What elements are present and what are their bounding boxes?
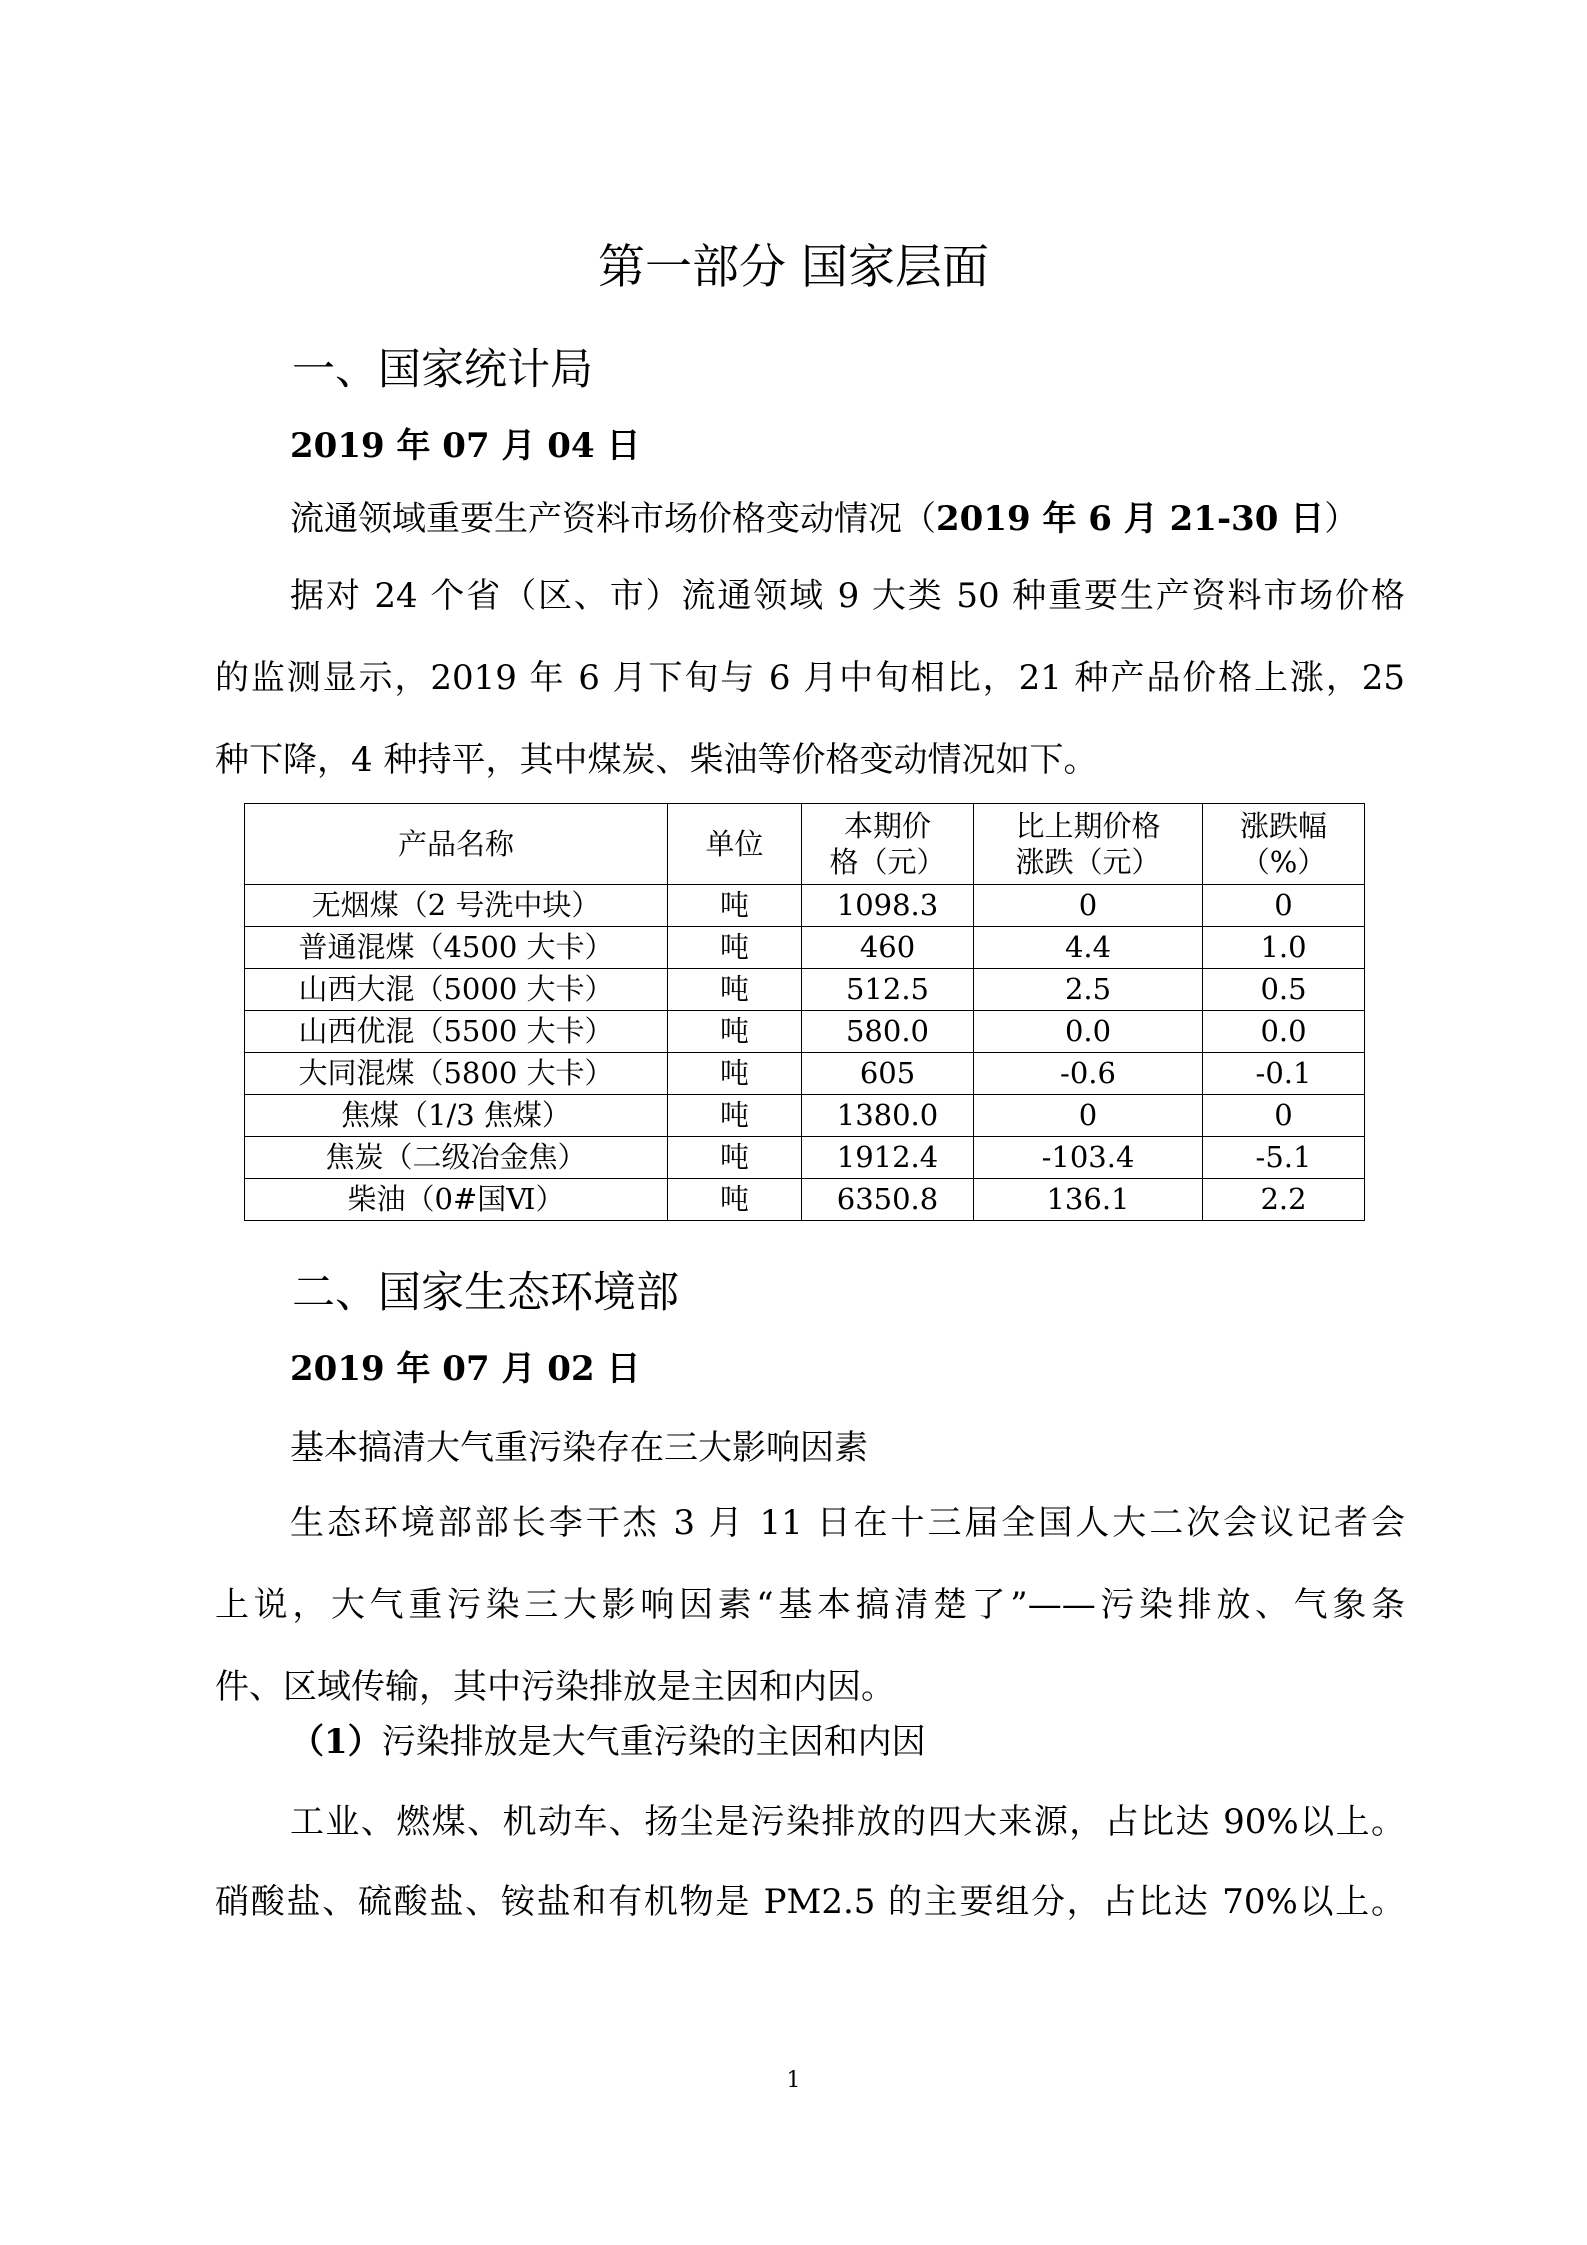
table-row	[245, 1095, 1365, 1137]
paragraph-line: 种下降，4 种持平，其中煤炭、柴油等价格变动情况如下。	[215, 740, 1098, 780]
cell-product: 焦炭（二级冶金焦）	[245, 1137, 668, 1179]
table-row	[245, 885, 1365, 927]
cell-change: -103.4	[974, 1137, 1203, 1179]
header-unit: 单位	[668, 804, 802, 885]
cell-unit: 吨	[668, 885, 802, 927]
cell-unit: 吨	[668, 1011, 802, 1053]
cell-product: 大同混煤（5800 大卡）	[245, 1053, 668, 1095]
paragraph-line: 硝酸盐、硫酸盐、铵盐和有机物是 PM2.5 的主要组分，占比达 70%以上。	[215, 1882, 1405, 1922]
paragraph-line: 件、区域传输，其中污染排放是主因和内因。	[215, 1667, 895, 1707]
cell-price: 6350.8	[802, 1179, 974, 1221]
cell-change: 0	[974, 885, 1203, 927]
paragraph-line: 工业、燃煤、机动车、扬尘是污染排放的四大来源，占比达 90%以上。	[290, 1802, 1405, 1842]
section1-subtitle-prefix: 流通领域重要生产资料市场价格变动情况（	[290, 499, 936, 539]
cell-price: 605	[802, 1053, 974, 1095]
subsection-text: 污染排放是大气重污染的主因和内因	[381, 1722, 926, 1762]
part-title: 第一部分 国家层面	[598, 240, 989, 295]
cell-percent: 2.2	[1203, 1179, 1365, 1221]
cell-percent: 0	[1203, 1095, 1365, 1137]
subsection-heading	[290, 1720, 926, 1764]
cell-product: 山西优混（5500 大卡）	[245, 1011, 668, 1053]
cell-percent: 0.5	[1203, 969, 1365, 1011]
subsection-number: （1）	[290, 1722, 382, 1762]
cell-change: -0.6	[974, 1053, 1203, 1095]
cell-product: 焦煤（1/3 焦煤）	[245, 1095, 668, 1137]
cell-unit: 吨	[668, 1179, 802, 1221]
cell-price: 460	[802, 927, 974, 969]
header-change-percent: 涨跌幅 （%）	[1203, 804, 1365, 885]
section2-paragraph	[215, 1482, 1405, 1728]
cell-percent: 0	[1203, 885, 1365, 927]
cell-unit: 吨	[668, 969, 802, 1011]
cell-percent: -0.1	[1203, 1053, 1365, 1095]
price-table-wrapper	[244, 803, 1365, 1221]
table-row	[245, 969, 1365, 1011]
section2-date: 2019 年 07 月 02 日	[290, 1349, 641, 1389]
cell-percent: 0.0	[1203, 1011, 1365, 1053]
paragraph-line: 生态环境部部长李干杰 3 月 11 日在十三届全国人大二次会议记者会	[290, 1503, 1405, 1543]
cell-product: 柴油（0#国Ⅵ）	[245, 1179, 668, 1221]
cell-price: 1098.3	[802, 885, 974, 927]
cell-unit: 吨	[668, 927, 802, 969]
price-table	[244, 803, 1365, 1221]
table-row	[245, 1053, 1365, 1095]
section2-title: 二、国家生态环境部	[292, 1268, 679, 1318]
paragraph-line: 上说，大气重污染三大影响因素“基本搞清楚了”——污染排放、气象条	[215, 1585, 1405, 1625]
cell-change: 136.1	[974, 1179, 1203, 1221]
cell-price: 1912.4	[802, 1137, 974, 1179]
cell-price: 580.0	[802, 1011, 974, 1053]
table-row	[245, 1011, 1365, 1053]
cell-unit: 吨	[668, 1095, 802, 1137]
cell-change: 2.5	[974, 969, 1203, 1011]
section2-paragraph-2	[215, 1782, 1405, 1942]
header-price-change: 比上期价格 涨跌（元）	[974, 804, 1203, 885]
paragraph-line: 据对 24 个省（区、市）流通领域 9 大类 50 种重要生产资料市场价格	[290, 576, 1405, 616]
section1-subtitle-suffix: ）	[1324, 499, 1359, 539]
cell-percent: -5.1	[1203, 1137, 1365, 1179]
cell-change: 0.0	[974, 1011, 1203, 1053]
section2-subtitle: 基本搞清大气重污染存在三大影响因素	[290, 1428, 868, 1468]
cell-product: 无烟煤（2 号洗中块）	[245, 885, 668, 927]
section1-subtitle	[290, 497, 1358, 541]
cell-percent: 1.0	[1203, 927, 1365, 969]
table-row	[245, 1137, 1365, 1179]
table-row	[245, 927, 1365, 969]
header-product-name: 产品名称	[245, 804, 668, 885]
cell-change: 4.4	[974, 927, 1203, 969]
cell-unit: 吨	[668, 1137, 802, 1179]
header-current-price: 本期价 格（元）	[802, 804, 974, 885]
cell-price: 512.5	[802, 969, 974, 1011]
cell-price: 1380.0	[802, 1095, 974, 1137]
table-row	[245, 1179, 1365, 1221]
cell-product: 普通混煤（4500 大卡）	[245, 927, 668, 969]
paragraph-line: 的监测显示，2019 年 6 月下旬与 6 月中旬相比，21 种产品价格上涨，25	[215, 658, 1405, 698]
section1-subtitle-dates: 2019 年 6 月 21-30 日	[936, 499, 1325, 539]
table-header-row	[245, 804, 1365, 885]
cell-unit: 吨	[668, 1053, 802, 1095]
section1-date: 2019 年 07 月 04 日	[290, 426, 641, 466]
section1-title: 一、国家统计局	[292, 345, 593, 395]
page-number: 1	[786, 2068, 801, 2093]
cell-product: 山西大混（5000 大卡）	[245, 969, 668, 1011]
section1-paragraph	[215, 555, 1405, 801]
cell-change: 0	[974, 1095, 1203, 1137]
